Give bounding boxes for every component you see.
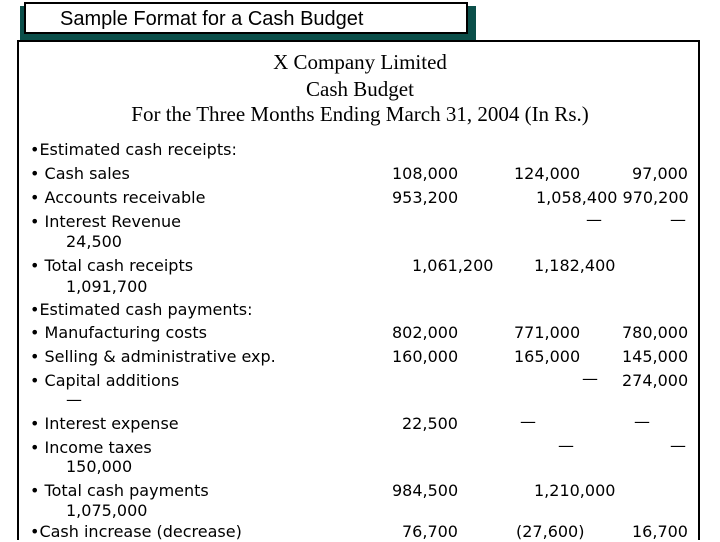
period-title: For the Three Months Ending March 31, 2004 (In Rs.) [131,102,589,126]
selling-admin-m3: 145,000 [622,347,689,366]
total-payments-label: • Total cash payments [30,481,209,500]
interest-expense-m2: — [520,412,536,431]
income-taxes-m2: — [558,436,574,455]
cash-sales-m3: 97,000 [632,164,688,183]
accounts-receivable-m2-m3: 1,058,400 970,200 [536,188,689,207]
interest-revenue-wrap: 24,500 [66,232,122,251]
income-taxes-wrap: 150,000 [66,457,133,476]
receipts-heading: •Estimated cash receipts: [30,140,237,159]
interest-expense-m3: — [634,412,650,431]
manufacturing-costs-label: • Manufacturing costs [30,323,207,342]
cash-increase-m3: 16,700 [632,522,688,541]
total-receipts-m2: 1,182,400 [534,256,616,275]
income-taxes-m3: — [670,436,686,455]
selling-admin-m2: 165,000 [514,347,581,366]
total-receipts-wrap: 1,091,700 [66,277,148,296]
total-receipts-m1: 1,061,200 [412,256,494,275]
interest-expense-m1: 22,500 [402,414,458,433]
cash-sales-m2: 124,000 [514,164,581,183]
title-tab [24,2,468,34]
income-taxes-label: • Income taxes [30,438,152,457]
cash-increase-m2: (27,600) [516,522,585,541]
total-payments-wrap: 1,075,000 [66,501,148,520]
selling-admin-label: • Selling & administrative exp. [30,347,276,366]
capital-additions-wrap: — [66,390,82,409]
manufacturing-costs-m1: 802,000 [392,323,459,342]
interest-revenue-m3: — [670,210,686,229]
interest-expense-label: • Interest expense [30,414,179,433]
total-receipts-label: • Total cash receipts [30,256,194,275]
accounts-receivable-m1: 953,200 [392,188,459,207]
company-name: X Company Limited [273,50,447,74]
manufacturing-costs-m2: 771,000 [514,323,581,342]
cash-increase-m1: 76,700 [402,522,458,541]
slide-title: Sample Format for a Cash Budget [60,8,364,30]
total-payments-m2: 1,210,000 [534,481,616,500]
accounts-receivable-label: • Accounts receivable [30,188,206,207]
cash-increase-label: •Cash increase (decrease) [30,522,242,541]
manufacturing-costs-m3: 780,000 [622,323,689,342]
interest-revenue-m2: — [586,210,602,229]
payments-heading: •Estimated cash payments: [30,300,253,319]
interest-revenue-label: • Interest Revenue [30,212,181,231]
capital-additions-label: • Capital additions [30,371,180,390]
cash-sales-label: • Cash sales [30,164,130,183]
capital-additions-m2: — [582,369,598,388]
cash-sales-m1: 108,000 [392,164,459,183]
capital-additions-m3: 274,000 [622,371,689,390]
total-payments-m1: 984,500 [392,481,459,500]
selling-admin-m1: 160,000 [392,347,459,366]
document-title: Cash Budget [306,77,414,101]
